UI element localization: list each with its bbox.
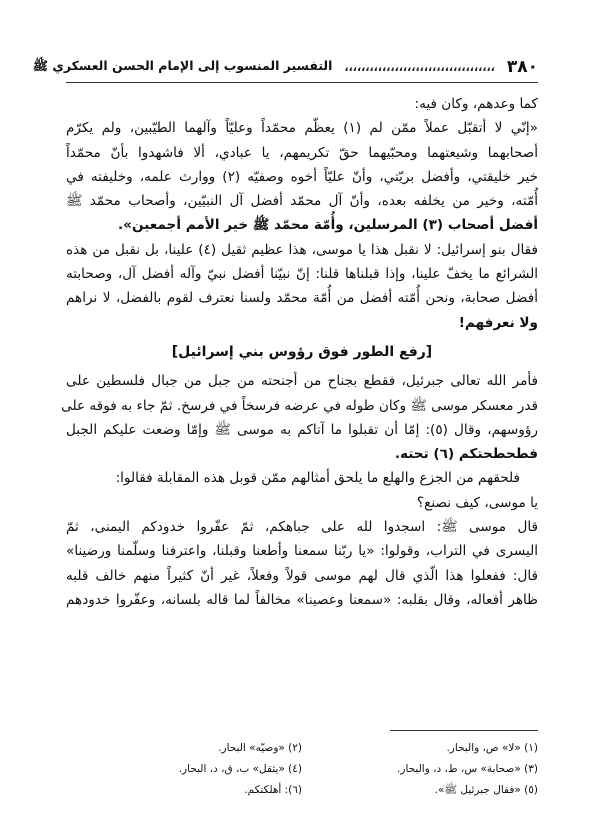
text-line: قال: ففعلوا هذا الّذي قال لهم موسى قولاً وفعلاً، غير أنّ كثيراً منهم خالف قلبه bbox=[66, 567, 538, 584]
text-line: فقال بنو إسرائيل: لا نقبل هذا يا موسى، هذا عظيم ثقيل (٤) علينا، بل نقبل من هذه bbox=[66, 241, 538, 258]
footnote: (٢) «وصيّه» البحار. bbox=[218, 742, 302, 754]
text-line: يا موسى، كيف نصنع؟ bbox=[416, 494, 538, 511]
footnote: (٦): أهلكتكم. bbox=[244, 784, 302, 796]
section-title: [رفع الطور فوق رؤوس بني إسرائيل] bbox=[171, 343, 433, 360]
footnote-rule bbox=[390, 730, 538, 731]
text-line: قدر معسكر موسى ﷺ وكان طوله في عرضه فرسخاً في فرسخ. ثمّ جاء به فوقه على bbox=[61, 397, 538, 414]
text-line: اليسرى في التراب، وقولوا: «يا ربّنا سمعنا وأطعنا وقبلنا، واعترفنا وسلّمنا ورضينا» bbox=[66, 543, 538, 560]
footnote-row bbox=[66, 759, 538, 780]
text-line: كما وعدهم، وكان فيه: bbox=[414, 96, 538, 112]
text-line: أفضل أصحاب (٣) المرسلين، وأُمّة محمّد ﷺ خير الأمم أجمعين». bbox=[118, 217, 538, 234]
text-line: أفضل صحابة، ونحن أُمّته أفضل من أُمّة محمّد ولسنا نعترف لقوم بالفضل، لا نراهم bbox=[66, 290, 538, 307]
running-header bbox=[32, 56, 538, 78]
page-number: ٣٨٠ bbox=[506, 57, 538, 77]
footnote: (٤) «يثقل» ب، ق، د، البحار. bbox=[178, 763, 302, 775]
text-line: قال موسى ﷺ: اسجدوا لله على جباهكم، ثمّ عفّروا خدودكم اليمنى، ثمّ bbox=[66, 519, 538, 536]
text-line: فطحطحتكم (٦) تحته. bbox=[394, 446, 538, 463]
footnote: (٣) «صحابة» س، ط، د، والبحار. bbox=[397, 763, 538, 775]
text-line: الشرائع ما يخفّ علينا، وإذا قبلناها قلنا: إنّ نبيّنا أفضل نبيّ وآله أفضل آل، وصحابته bbox=[66, 266, 538, 283]
text-line: ظاهر أفعاله، وقال بقلبه: «سمعنا وعصينا» مخالفاً لما قاله بلسانه، وعفّروا خدودهم bbox=[66, 591, 538, 608]
footnote-row bbox=[66, 780, 538, 801]
header-ornament: ،،،،،،،،،،،،،،،،،،،،،،،،،،،،،،،،،،،، bbox=[344, 60, 495, 74]
footnote: (٥) «فقال جبرئيل ﷺ». bbox=[434, 784, 538, 796]
header-rule bbox=[66, 82, 538, 83]
text-line: فلحقهم من الجزع والهلع ما يلحق أمثالهم ممّن قوبل هذه المقابلة فقالوا: bbox=[115, 470, 520, 487]
footnote: (١) «لا» ص، والبحار. bbox=[446, 742, 538, 754]
text-line: أصحابهما وشيعتهما ومحبّيهما حقّ تكريمهم، يا عبادي، ألا فاشهدوا بأنّ محمّداً bbox=[66, 144, 538, 161]
text-line: «إنّي لا أتقبّل عملاً ممّن لم (١) يعظّم محمّداً وعليّاً وآلهما الطيّبين، ولم يكرّم bbox=[66, 120, 538, 137]
footnotes bbox=[66, 738, 538, 801]
text-line: خير خليقتي، وأفضل بريّتي، وأنّ عليّاً أخوه وصفيّه (٢) ووارث علمه، وخليفته في bbox=[66, 168, 538, 185]
text-line: أُمّته، وخير من يخلفه بعده، وأنّ آل محمّد أفضل آل النبيّين، وأصحاب محمّد ﷺ bbox=[66, 193, 538, 210]
main-text bbox=[61, 92, 538, 612]
text-line: رؤوسهم، وقال (٥): إمّا أن تقبلوا ما آتاكم به موسى ﷺ وإمّا وضعت عليكم الجبل bbox=[66, 421, 538, 438]
footnote-row bbox=[66, 738, 538, 759]
header-title: التفسير المنسوب إلى الإمام الحسن العسكري ﷺ bbox=[32, 57, 333, 73]
text-line: ولا نعرفهم! bbox=[458, 314, 538, 331]
text-line: فأمر الله تعالى جبرئيل، فقطع بجناح من أجنحته من جبل من جبال فلسطين على bbox=[66, 373, 538, 390]
